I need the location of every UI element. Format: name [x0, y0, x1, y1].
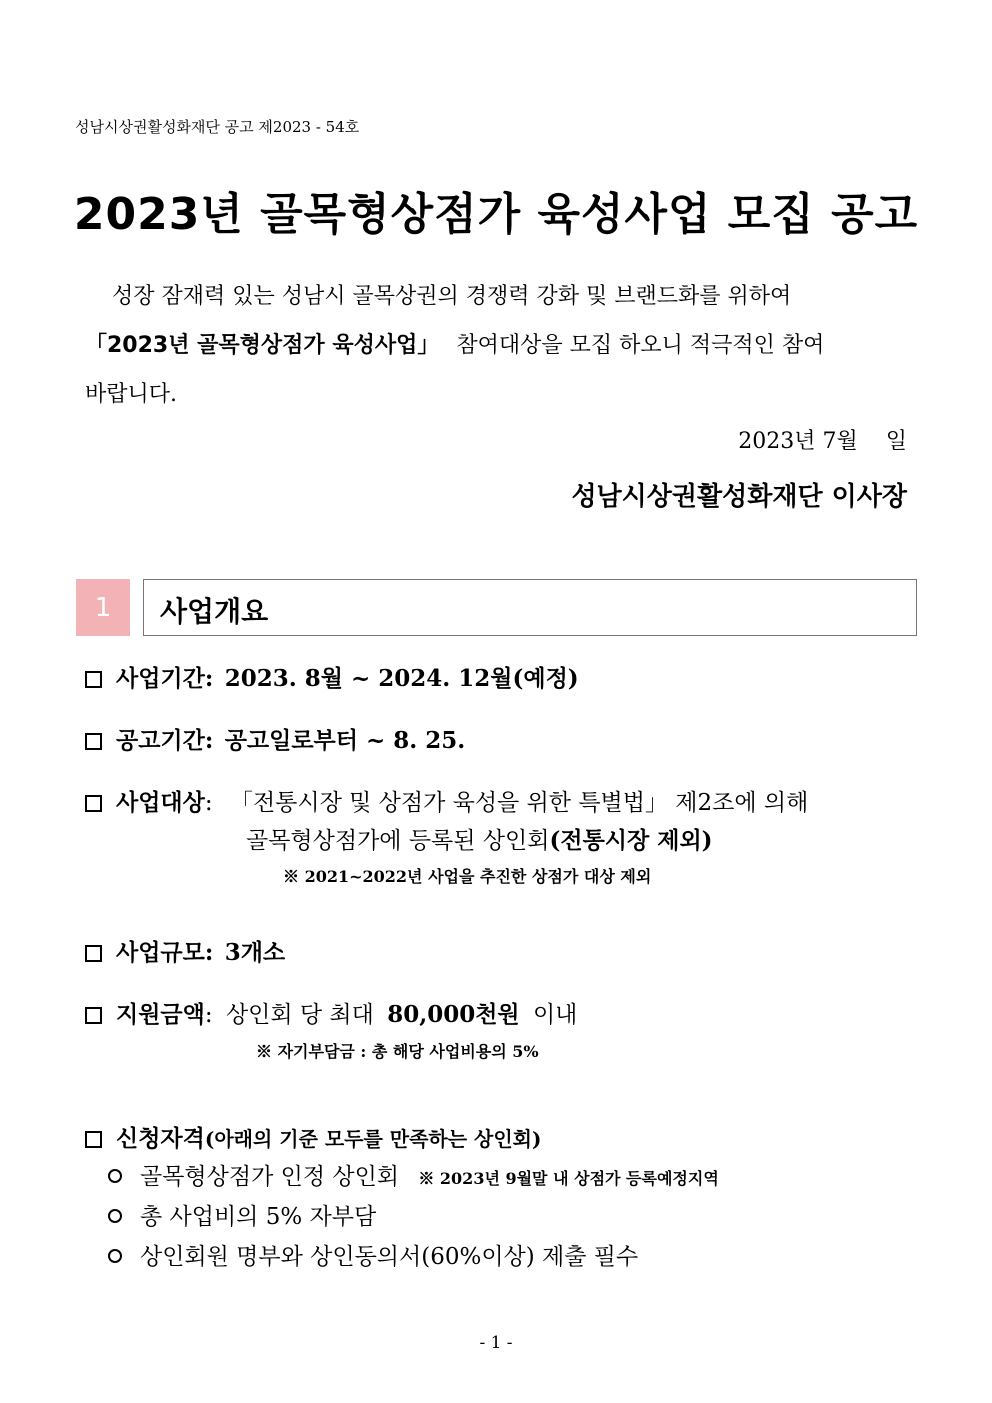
- circle-bullet-icon: [108, 1169, 122, 1183]
- period-value: 2023. 8월 ~ 2024. 12월(예정): [224, 665, 579, 692]
- target-row-2: [246, 822, 713, 855]
- checkbox-icon: [85, 1007, 102, 1024]
- criteria-item: [108, 1238, 638, 1271]
- scale-row: [85, 934, 285, 967]
- target-value-2b: (전통시장 제외): [549, 827, 713, 854]
- section-number: 1: [76, 579, 130, 636]
- eligibility-row: [85, 1120, 541, 1153]
- support-row: [85, 996, 577, 1029]
- scale-label: 사업규모:: [116, 939, 214, 966]
- checkbox-icon: [85, 795, 102, 812]
- page-title: 2023년 골목형상점가 육성사업 모집 공고: [73, 189, 919, 240]
- target-value-2a: 골목형상점가에 등록된 상인회: [246, 828, 550, 854]
- intro-line-2-rest: 참여대상을 모집 하오니 적극적인 참여: [456, 333, 825, 358]
- period-row: [85, 660, 579, 693]
- intro-line-2: [85, 328, 824, 359]
- target-note: ※ 2021~2022년 사업을 추진한 상점가 대상 제외: [283, 867, 652, 886]
- period-label: 사업기간:: [116, 665, 214, 692]
- criteria-text: 총 사업비의 5% 자부담: [140, 1204, 377, 1230]
- support-value-a: 상인회 당 최대: [225, 1002, 374, 1028]
- intro-line-3: 바랍니다.: [85, 382, 178, 407]
- notice-period-label: 공고기간:: [116, 727, 214, 754]
- eligibility-label: 신청자격: [116, 1125, 205, 1152]
- eligibility-paren: (아래의 기준 모두를 만족하는 상인회): [204, 1127, 542, 1151]
- signer: 성남시상권활성화재단 이사장: [571, 482, 907, 512]
- intro-line-1: 성장 잠재력 있는 성남시 골목상권의 경쟁력 강화 및 브랜드화를 위하여: [112, 284, 792, 309]
- page-number: - 1 -: [479, 1333, 513, 1353]
- support-colon: :: [204, 1002, 213, 1028]
- target-label: 사업대상: [116, 789, 205, 816]
- checkbox-icon: [85, 1131, 102, 1148]
- target-row: [85, 784, 808, 817]
- program-name: 「2023년 골목형상점가 육성사업」: [85, 333, 440, 358]
- support-label: 지원금액: [116, 1001, 205, 1028]
- scale-value: 3개소: [224, 939, 286, 966]
- criteria-text: 상인회원 명부와 상인동의서(60%이상) 제출 필수: [140, 1244, 639, 1270]
- criteria-item: [108, 1198, 376, 1231]
- announcement-date: 2023년 7월 일: [738, 429, 907, 454]
- section-title: 사업개요: [160, 595, 269, 628]
- target-value-1: 「전통시장 및 상점가 육성을 위한 특별법」 제2조에 의해: [229, 790, 809, 816]
- checkbox-icon: [85, 945, 102, 962]
- circle-bullet-icon: [108, 1249, 122, 1263]
- support-value-c: 이내: [532, 1002, 578, 1028]
- target-colon: :: [204, 790, 213, 816]
- criteria-text: 골목형상점가 인정 상인회: [140, 1164, 400, 1190]
- notice-number: 성남시상권활성화재단 공고 제2023 - 54호: [75, 118, 360, 136]
- circle-bullet-icon: [108, 1209, 122, 1223]
- support-note: ※ 자기부담금 : 총 해당 사업비용의 5%: [256, 1042, 539, 1061]
- notice-period-row: [85, 722, 465, 755]
- checkbox-icon: [85, 733, 102, 750]
- notice-period-value: 공고일로부터 ~ 8. 25.: [224, 727, 466, 754]
- support-value-b: 80,000천원: [387, 1001, 520, 1028]
- criteria-note: ※ 2023년 9월말 내 상점가 등록예정지역: [418, 1169, 719, 1188]
- criteria-item: [108, 1158, 719, 1191]
- checkbox-icon: [85, 671, 102, 688]
